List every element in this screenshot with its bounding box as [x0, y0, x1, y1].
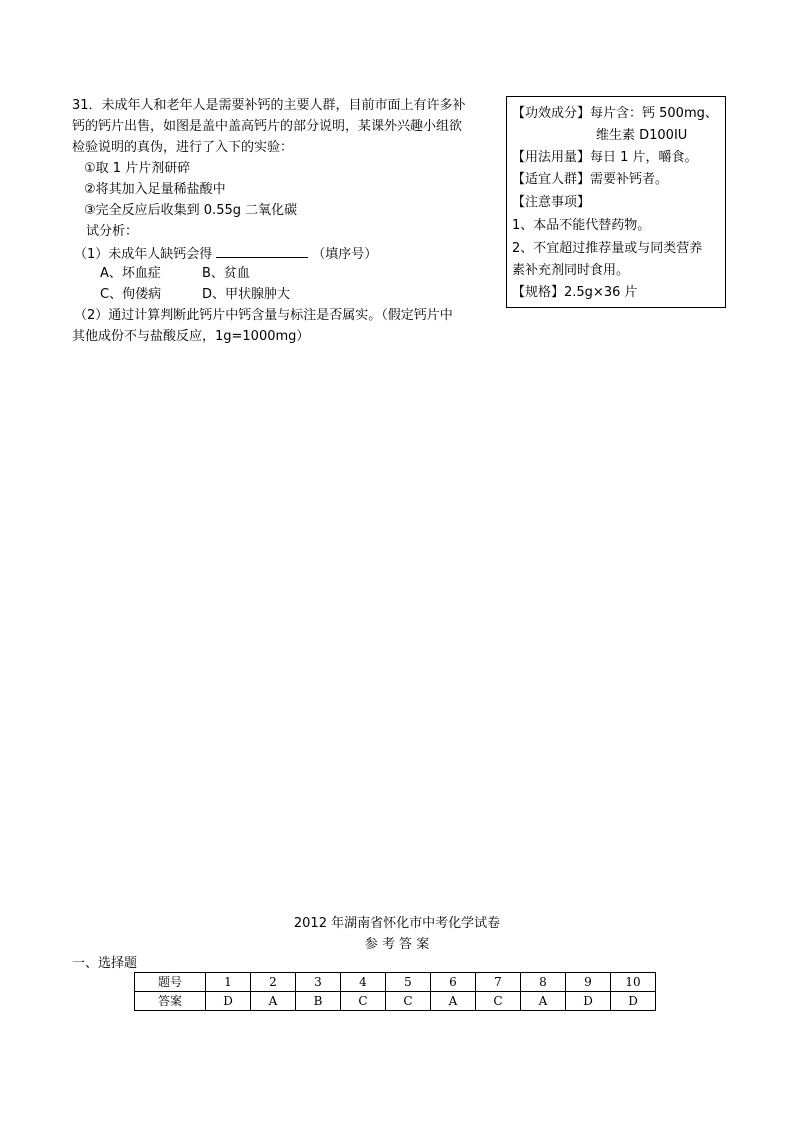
- table-cell: 8: [521, 973, 566, 992]
- question-intro: 31．未成年人和老年人是需要补钙的主要人群，目前市面上有许多补: [72, 98, 466, 113]
- option-c: C、佝偻病: [100, 287, 162, 302]
- part-1: [74, 243, 377, 265]
- label-usage: 【用法用量】每日 1 片，嚼食。: [512, 150, 698, 165]
- label-notes-title: 【注意事项】: [512, 195, 591, 210]
- answers-subtitle: 参 考 答 案: [364, 937, 430, 952]
- table-cell: D: [566, 992, 611, 1011]
- experiment-step-2: ②将其加入足量稀盐酸中: [84, 182, 226, 197]
- label-note-2: 2、不宜超过推荐量或与同类营养: [512, 241, 703, 256]
- question-31: [72, 96, 502, 356]
- table-cell: C: [386, 992, 431, 1011]
- question-intro-cont: 钙的钙片出售，如图是盖中盖高钙片的部分说明，某课外兴趣小组欲: [72, 119, 463, 134]
- table-cell: 1: [206, 973, 251, 992]
- row-header-number: 题号: [135, 973, 206, 992]
- row-header-answer: 答案: [135, 992, 206, 1011]
- part-1-suffix: （填序号）: [312, 247, 378, 262]
- table-cell: A: [521, 992, 566, 1011]
- table-cell: 6: [431, 973, 476, 992]
- experiment-step-1: ①取 1 片片剂研碎: [84, 161, 191, 176]
- table-cell: D: [206, 992, 251, 1011]
- question-intro-cont2: 检验说明的真伪，进行了入下的实验：: [72, 140, 294, 155]
- answer-table: [134, 972, 656, 1011]
- table-cell: 9: [566, 973, 611, 992]
- table-cell: C: [341, 992, 386, 1011]
- product-label-box: [506, 96, 726, 308]
- part-2: （2）通过计算判断此钙片中钙含量与标注是否属实。（假定钙片中: [74, 308, 453, 323]
- label-ingredients: 【功效成分】每片含：钙 500mg、: [512, 106, 718, 121]
- label-ingredients-cont: 维生素 D100IU: [596, 128, 688, 143]
- table-cell: 3: [296, 973, 341, 992]
- table-cell: 2: [251, 973, 296, 992]
- answer-blank: [216, 243, 308, 258]
- option-d: D、甲状腺肿大: [202, 287, 291, 302]
- table-cell: A: [431, 992, 476, 1011]
- table-row: [135, 992, 656, 1011]
- analysis-heading: 试分析：: [86, 224, 139, 239]
- part-1-prefix: （1）未成年人缺钙会得: [74, 247, 213, 262]
- table-cell: C: [476, 992, 521, 1011]
- table-cell: 5: [386, 973, 431, 992]
- experiment-step-3: ③完全反应后收集到 0.55g 二氧化碳: [84, 203, 298, 218]
- label-population: 【适宜人群】需要补钙者。: [512, 172, 669, 187]
- part-2-cont: 其他成份不与盐酸反应，1g=1000mg）: [72, 329, 310, 344]
- table-cell: B: [296, 992, 341, 1011]
- option-a: A、坏血症: [100, 266, 161, 281]
- table-row: [135, 973, 656, 992]
- table-cell: 7: [476, 973, 521, 992]
- section-heading: 一、选择题: [72, 956, 138, 971]
- label-note-1: 1、本品不能代替药物。: [512, 218, 651, 233]
- table-cell: A: [251, 992, 296, 1011]
- option-b: B、贫血: [202, 266, 250, 281]
- answers-title: 2012 年湖南省怀化市中考化学试卷: [293, 916, 501, 931]
- table-cell: 10: [611, 973, 656, 992]
- table-cell: 4: [341, 973, 386, 992]
- table-cell: D: [611, 992, 656, 1011]
- label-note-2-cont: 素补充剂同时食用。: [512, 263, 630, 278]
- label-spec: 【规格】2.5g×36 片: [512, 285, 638, 300]
